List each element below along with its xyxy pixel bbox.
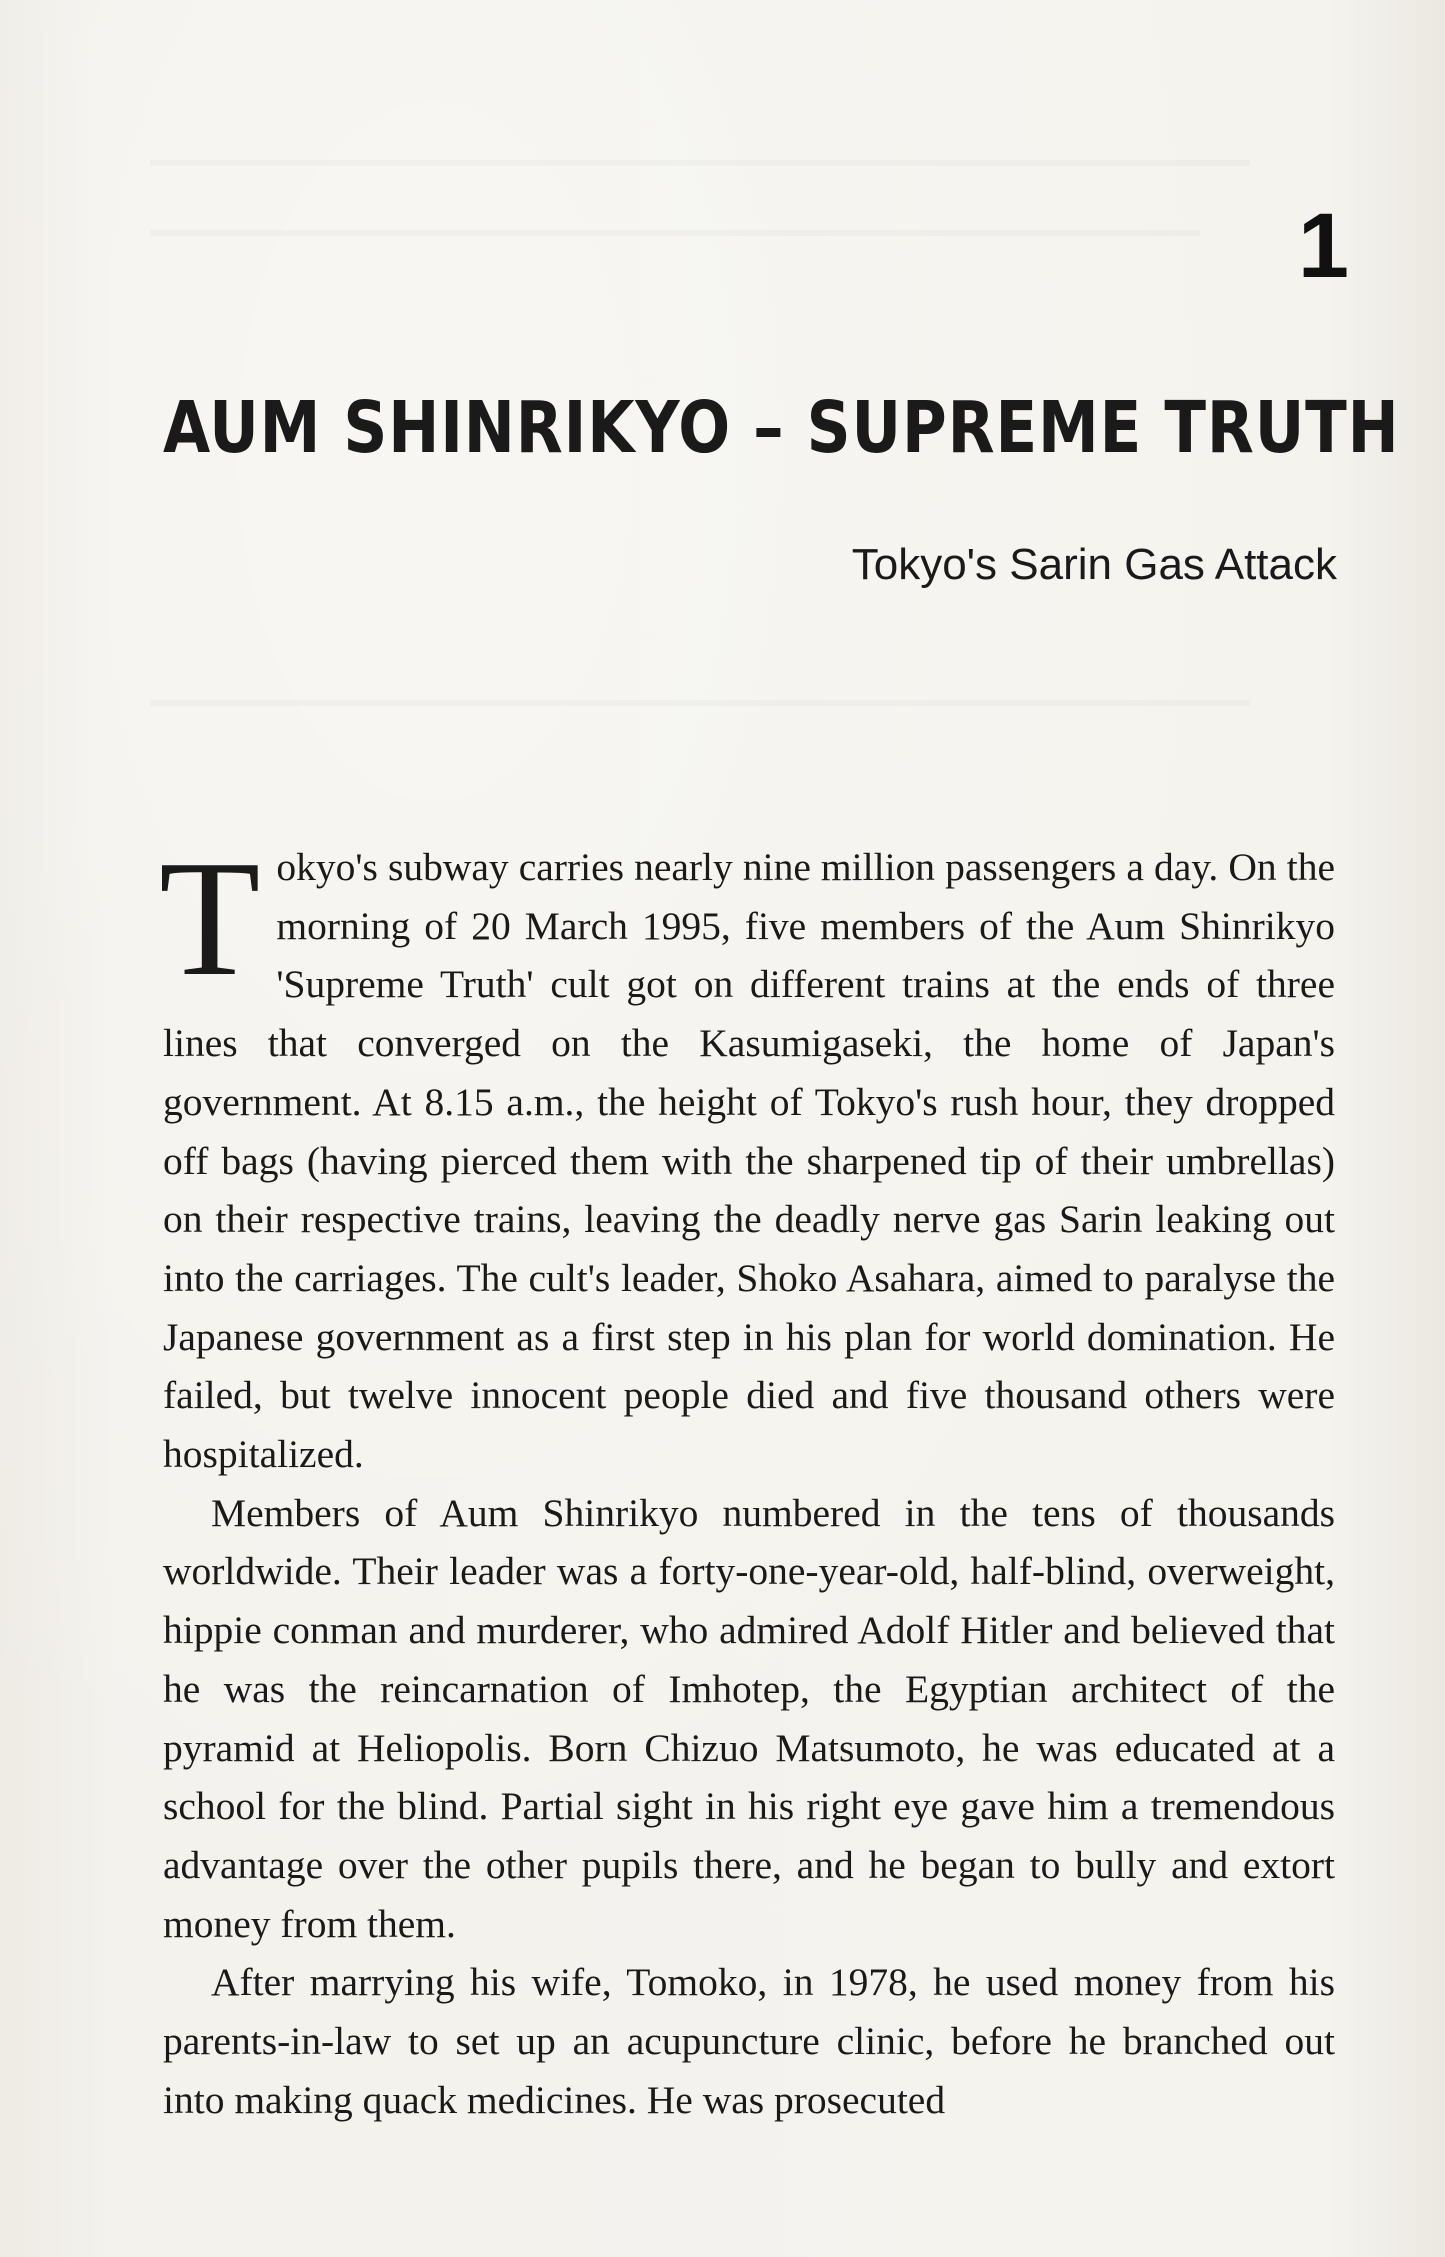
body-text <box>159 826 1335 2129</box>
chapter-subtitle: Tokyo's Sarin Gas Attack <box>851 540 1337 589</box>
paragraph: Members of Aum Shinrikyo numbered in the tens of thousands worldwide. Their leader was a forty-one-year-old, half-blind, overweight, hippie conman and murderer, who admired Adolf Hitler and believed that he was the reincarnation of Imhotep, the Egyptian architect of the pyramid at Heliopolis. Born Chizuo Matsumoto, he was educated at a school for the blind. Partial sight in his right eye gave him a tremendous advantage over the other pupils there, and he began to bully and extort money from them. <box>163 1490 1335 1946</box>
paragraph <box>159 826 1335 1484</box>
show-through-line <box>150 230 1200 236</box>
chapter-title: AUM SHINRIKYO – SUPREME TRUTH <box>163 386 1400 469</box>
show-through-line <box>150 160 1250 166</box>
show-through-line <box>150 700 1250 706</box>
paragraph: After marrying his wife, Tomoko, in 1978, he used money from his parents-in-law to set up an acupuncture clinic, before he branched out into making quack medicines. He was prosecuted <box>163 1960 1335 2122</box>
chapter-number: 1 <box>1297 195 1347 297</box>
paragraph-text: okyo's subway carries nearly nine million passengers a day. On the morning of 20 March 1995, five members of the Aum Shinrikyo 'Supreme Truth' cult got on different trains at the ends of three lines that converged on the Kasumigaseki, the home of Japan's government. At 8.15 a.m., the height of Tokyo's rush hour, they dropped off bags (having pierced them with the sharpened tip of their umbrellas) on their respective trains, leaving the deadly nerve gas Sarin leaking out into the carriages. The cult's leader, Shoko Asahara, aimed to paralyse the Japanese government as a first step in his plan for world domination. He failed, but twelve innocent people died and five thousand others were hospitalized. <box>163 845 1335 1477</box>
drop-cap: T <box>159 826 261 1010</box>
